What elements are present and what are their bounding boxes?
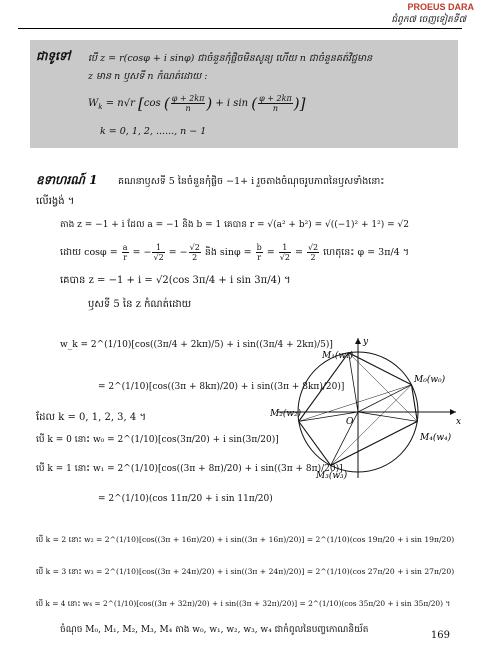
label-m4: M₄(w₄)	[420, 433, 452, 443]
case-k4: បើ k = 4 នោះ w₄ = 2^(1/10)[cos((3π + 32π)/20) + i sin((3π + 32π)/20)] = 2^(1/10)(cos 35π/20 + i sin 35π/20) ។	[36, 599, 451, 608]
step-4: ឫសទី 5 នៃ z កំណត់ដោយ	[88, 299, 192, 310]
step-2-phi: 3π/4	[378, 247, 400, 258]
box-heading: ជាទូទៅ	[36, 49, 71, 63]
header-rule	[18, 28, 462, 29]
case-k2: បើ k = 2 នោះ w₂ = 2^(1/10)[cos((3π + 16π)/20) + i sin((3π + 16π)/20)] = 2^(1/10)(cos 19π/20 + i sin 19π/20)	[36, 535, 455, 544]
formula-root: n√r	[117, 98, 135, 109]
formula-sub: k	[98, 103, 103, 111]
case-k1b: = 2^(1/10)(cos 11π/20 + i sin 11π/20)	[98, 494, 273, 504]
k-range: ដែល k = 0, 1, 2, 3, 4 ។	[36, 412, 147, 423]
step-3: គេបាន z = −1 + i = √2(cos 3π/4 + i sin 3π/4) ។	[60, 275, 291, 286]
example-title: ឧទាហរណ៍ 1	[36, 173, 98, 187]
frac-den-2: n	[272, 104, 279, 113]
pentagon-diagram	[270, 332, 470, 482]
chapter-header: ជំពូក៧ ចេញទៀតទី៧	[391, 15, 466, 25]
box-line2: z មាន n ឫសទី n កំណត់ដោយ :	[88, 71, 208, 82]
frac-num-2: φ + 2kπ	[259, 94, 292, 103]
step-2: ដោយ cosφ = $\frac{a}{r}$ = − $\frac{1}{√2}$ = − $\frac{√2}{2}$ និង sinφ = $\frac{b}{r}$ = $\frac{1}{√2}$ = $\frac{√2}{2}$ ហេតុនេះ φ = 3π/4 ។	[60, 243, 409, 262]
formula-lhs: W	[88, 98, 99, 109]
example-statement: គណនាឫសទី 5 នៃចំនួនកុំផ្លិច −1+ i រួចតាងចំណុចរូបភាពនៃឫសទាំងនោះ	[118, 176, 385, 187]
wk-formula-2: = 2^(1/10)[cos((3π + 8kπ)/20) + i sin((3π + 8kπ)/20)]	[98, 382, 345, 392]
label-m1: M₁(w₁)	[322, 351, 354, 361]
label-y: y	[363, 337, 369, 347]
formula-isin: + i sin	[215, 98, 249, 109]
label-m2: M₂(w₂)	[270, 409, 302, 419]
step-2c: ហេតុនេះ φ =	[323, 247, 376, 258]
label-x: x	[456, 417, 462, 427]
case-k0: បើ k = 0 នោះ w₀ = 2^(1/10)[cos(3π/20) + i sin(3π/20)]	[36, 435, 279, 445]
frac-den: n	[185, 104, 191, 113]
case-k1: បើ k = 1 នោះ w₁ = 2^(1/10)[cos((3π + 8π)/20) + i sin((3π + 8π)/20)]	[36, 464, 343, 474]
box-formula: $W_k = n√r$ [cos ( $\frac{\varphi + 2k\pi}{n}$ ) + i sin ( $\frac{\varphi + 2k\pi}{n}$ )]	[88, 94, 306, 113]
case-k3: បើ k = 3 នោះ w₃ = 2^(1/10)[cos((3π + 24π)/20) + i sin((3π + 24π)/20)] = 2^(1/10)(cos 27π/20 + i sin 27π/20)	[36, 567, 455, 576]
label-m0: M₀(w₀)	[414, 375, 446, 385]
page-number: 169	[430, 630, 450, 641]
box-line1: បើ z = r(cosφ + i sinφ) ជាចំនួនកុំផ្លិចមិនសូន្យ ហើយ n ជាចំនួនគត់វិជ្ជមាន	[88, 53, 373, 64]
box-k-range: k = 0, 1, 2, ......, n − 1	[100, 126, 207, 137]
step-1: តាង z = −1 + i ដែល a = −1 និង b = 1 គេបាន r = √(a² + b²) = √((−1)² + 1²) = √2	[60, 220, 409, 230]
step-2a: ដោយ cosφ =	[60, 247, 118, 258]
example-statement-2: លើរង្វង់ ។	[36, 196, 75, 207]
brand-label: PROEUS DARA	[407, 2, 474, 12]
final-statement: ចំណុច M₀, M₁, M₂, M₃, M₄ តាង w₀, w₁, w₂, w₃, w₄ ជាកំពូលនៃបញ្ចកោណនិយ័ត	[60, 625, 369, 635]
frac-num: φ + 2kπ	[171, 94, 205, 103]
label-origin: O	[346, 417, 354, 427]
label-m3: M₃(w₃)	[316, 471, 348, 481]
wk-formula-1: w_k = 2^(1/10)[cos((3π/4 + 2kπ)/5) + i sin((3π/4 + 2kπ)/5)]	[60, 340, 333, 350]
step-2b: និង sinφ =	[204, 247, 252, 258]
formula-cos: cos	[143, 98, 161, 109]
